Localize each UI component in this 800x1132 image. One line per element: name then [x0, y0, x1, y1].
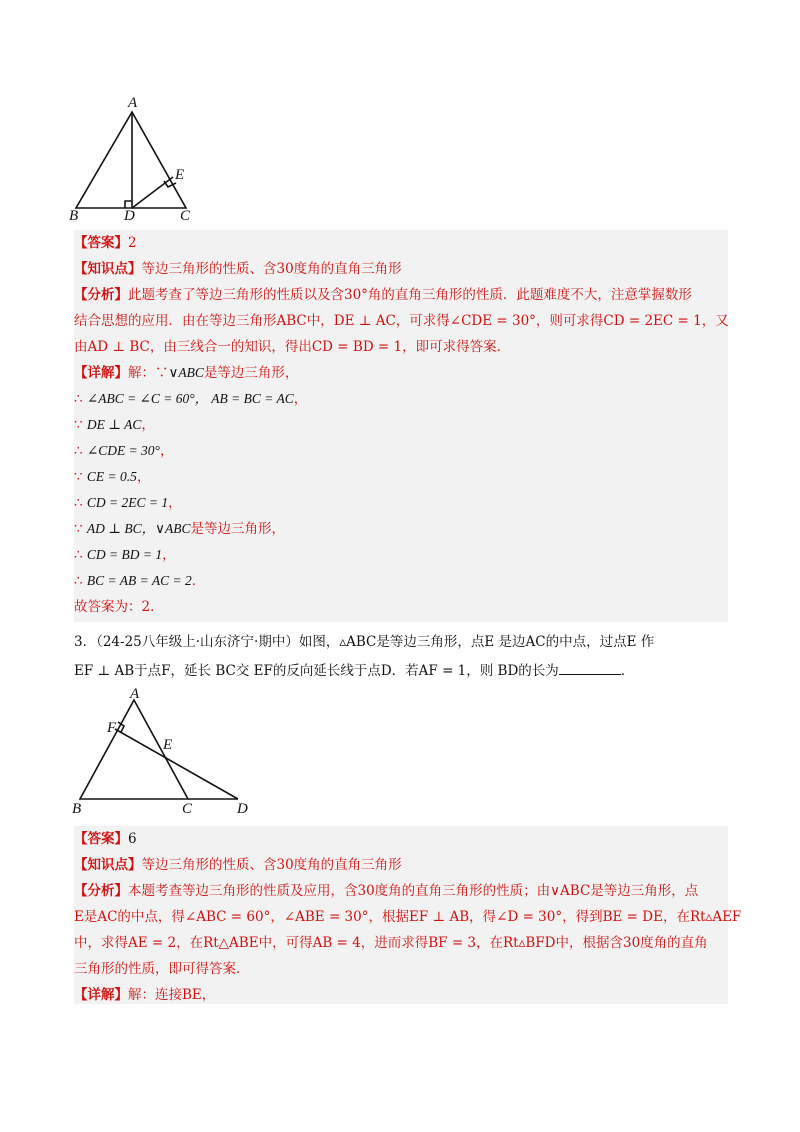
figure-1-svg	[60, 92, 210, 222]
question-3	[74, 628, 734, 686]
solution-block-3	[74, 826, 742, 1004]
step-symbol: ∵	[74, 521, 83, 537]
analysis-tag: 【分析】	[74, 287, 128, 303]
question-3-end: ．	[620, 663, 635, 679]
knowledge-text: 等边三角形的性质、含30度角的直角三角形	[141, 261, 402, 277]
answer-line	[74, 230, 728, 256]
analysis-line-3: 中，求得AE = 2，在Rt△ABE中，可得AB = 4，进而求得BF = 3，在Rt▵BFD中，根据含30度角的直角	[74, 935, 708, 951]
step-tail: 是等边三角形，	[190, 521, 285, 537]
step-tail: ，	[168, 495, 182, 511]
step-math: DE ⊥ AC	[86, 417, 142, 432]
step-line	[74, 490, 728, 516]
analysis-text-1: 本题考查等边三角形的性质及应用，含30度角的直角三角形的性质；由∨ABC是等边三角形，点	[128, 883, 699, 899]
label-b: B	[69, 208, 79, 224]
question-3-line-1: 3．（24-25八年级上·山东济宁·期中）如图，▵ABC是等边三角形，点E 是边AC的中点，过点E 作	[74, 634, 655, 650]
conclusion-line: 故答案为：2．	[74, 599, 164, 615]
segment-de	[132, 177, 173, 208]
detail-head-math: ∨ABC	[168, 365, 204, 380]
step-math: BC = AB = AC = 2	[86, 573, 192, 588]
step-symbol: ∴	[74, 495, 83, 511]
analysis-line-2: 结合思想的应用．由在等边三角形ABC中，DE ⊥ AC，可求得∠CDE = 30°，则可求得CD = 2EC = 1，又	[74, 313, 729, 329]
knowledge-line	[74, 256, 728, 282]
step-tail: ，	[136, 469, 151, 485]
step-symbol: ∵	[74, 417, 83, 433]
label-d: D	[124, 208, 135, 224]
detail-head-tail: 是等边三角形，	[203, 365, 299, 381]
step-symbol: ∴	[74, 443, 83, 459]
step-symbol: ∴	[74, 573, 83, 589]
step-math: CD = 2EC = 1	[86, 495, 169, 510]
step-line	[74, 386, 728, 412]
analysis-line-1	[74, 878, 728, 904]
step-tail: ．	[191, 573, 206, 589]
step-symbol: ∵	[74, 469, 83, 485]
step-tail: ，	[162, 547, 176, 563]
step-math: CE = 0.5	[86, 469, 137, 484]
analysis-text-1: 此题考查了等边三角形的性质以及含30°角的直角三角形的性质．此题难度不大，注意掌握数形	[128, 287, 692, 303]
step-line	[74, 542, 728, 568]
step-line	[74, 438, 728, 464]
knowledge-tag: 【知识点】	[74, 261, 142, 277]
detail-line	[74, 360, 728, 386]
solution-block-1	[74, 230, 728, 622]
question-3-line-2	[74, 657, 734, 686]
step-tail: ，	[141, 417, 155, 433]
step-line	[74, 464, 728, 490]
label-e: E	[175, 167, 185, 183]
detail-line	[74, 982, 728, 1008]
analysis-line-1	[74, 282, 728, 308]
step-symbol: ∴	[74, 391, 83, 407]
step-tail: ，	[159, 443, 174, 459]
step-math: CD = BD = 1	[86, 547, 163, 562]
analysis-line-4: 三角形的性质，即可得答案．	[74, 961, 250, 977]
triangle-abc	[76, 112, 186, 208]
right-angle-d	[125, 201, 132, 208]
label-f: F	[107, 720, 117, 736]
question-3-text: EF ⊥ AB于点F，延长 BC交 EF的反向延长线于点D．若AF = 1，则 BD的长为	[74, 663, 559, 679]
answer-blank	[559, 660, 621, 675]
segment-fd	[115, 729, 238, 799]
figure-2-svg	[66, 684, 266, 818]
figure-2-triangle	[66, 684, 266, 818]
analysis-line-2: E是AC的中点，得∠ABC = 60°，∠ABE = 30°，根据EF ⊥ AB，得∠D = 30°，得到BE = DE，在Rt▵AEF	[74, 909, 742, 925]
label-b: B	[72, 801, 82, 817]
detail-tag: 【详解】	[74, 987, 128, 1003]
detail-text: 解：连接BE，	[128, 987, 216, 1003]
step-math: AD ⊥ BC，∨ABC	[86, 521, 191, 536]
figure-1-triangle	[60, 92, 210, 222]
knowledge-tag: 【知识点】	[74, 857, 142, 873]
answer-tag: 【答案】	[74, 831, 128, 847]
answer-tag: 【答案】	[74, 235, 128, 251]
detail-head: 解：∵	[128, 365, 169, 381]
label-d: D	[237, 801, 248, 817]
answer-value: 6	[128, 831, 137, 847]
detail-tag: 【详解】	[74, 365, 128, 381]
step-line	[74, 516, 728, 542]
knowledge-text: 等边三角形的性质、含30度角的直角三角形	[141, 857, 402, 873]
step-line	[74, 568, 728, 594]
step-tail: ，	[293, 391, 308, 407]
label-a: A	[130, 686, 140, 702]
answer-value: 2	[128, 235, 137, 251]
analysis-line-3: 由AD ⊥ BC，由三线合一的知识，得出CD = BD = 1，即可求得答案．	[74, 339, 511, 355]
step-math: ∠ABC = ∠C = 60°， AB = BC = AC	[86, 391, 294, 406]
knowledge-line	[74, 852, 728, 878]
label-c: C	[182, 801, 193, 817]
step-math: ∠CDE = 30°	[86, 443, 160, 458]
label-c: C	[180, 208, 191, 224]
step-line	[74, 412, 728, 438]
label-a: A	[128, 95, 138, 111]
step-symbol: ∴	[74, 547, 83, 563]
label-e: E	[163, 737, 173, 753]
analysis-tag: 【分析】	[74, 883, 128, 899]
answer-line	[74, 826, 728, 852]
